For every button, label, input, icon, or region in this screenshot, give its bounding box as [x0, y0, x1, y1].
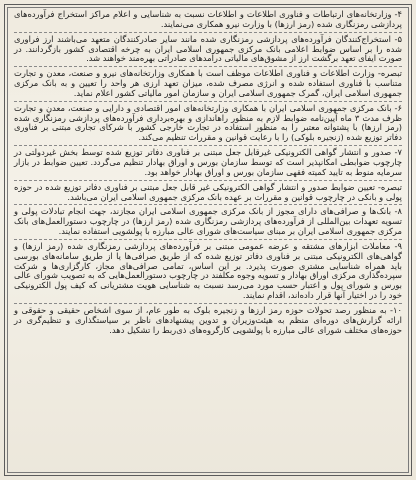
paragraph-5: ۵- استخراج‌کنندگان فرآورده‌های پردازشی رمزنگاری شده مانند سایر صادرکنندگان متعهد می‌باشند ارز فراوری شده را بر اساس ضوابط اعلامی بانک مرکزی جمهوری اسلامی ایران به چرخه اقتصادی کشور بازگردانند. در صورت ایفای تعهد برگشت ارز از مشوق‌های مالیاتی درآمدهای صادراتی بهره‌مند خواهند شد.: [14, 35, 402, 68]
paragraph-7-note: تبصره- تعیین ضوابط صدور و انتشار گواهی الکترونیکی غیر قابل جعل مبتنی بر فناوری دفاتر توزیع شده در حوزه پولی و بانکی در چارچوب قوانین و مقررات بر عهده بانک مرکزی جمهوری اسلامی ایران می‌باشد.: [14, 183, 402, 206]
paragraph-7: ۷- صدور و انتشار گواهی الکترونیکی غیرقابل جعل مبتنی بر فناوری دفاتر توزیع شده توسط بخش غیردولتی در چارچوب ضوابطی امکانپذیر است که توسط سازمان بورس و اوراق بهادار تنظیم می‌گردد. تعیین ضوابط در بازار سرمایه منوط به تایید کمیته فقهی سازمان بورس و اوراق بهادار خواهد بود.: [14, 148, 402, 181]
paragraph-10: ۱۰- به منظور رصد تحولات حوزه رمز ارزها و زنجیره بلوک به طور عام، از سوی اشخاص حقیقی و حقوقی و ارائه گزارش‌های دوره‌ای منظم به هیئت‌وزیران و تدوین پیشنهادهای ناظر بر سیاستگذاری و تنظیم‌گری در حوزه‌های مختلف شورای عالی مبارزه با پولشویی کارگروه‌های ذی‌ربط را تشکیل دهد.: [14, 304, 402, 335]
paragraph-9: ۹- معاملات ابزارهای مشتقه و عرضه عمومی مبتنی بر فرآورده‌های پردازشی رمزنگاری شده (رمز ارزها) و گواهی‌های الکترونیکی مبتنی بر فناوری دفاتر توزیع شده که از طریق صرافی‌ها یا از طریق سامانه‌های بورسی باید همراه شناسایی مشتری صورت پذیرد. بر این اساس، تمامی صرافی‌های مجاز، کارگزاری‌ها و شرکت سپرده‌گذاری مرکزی اوراق بهادار و تسویه وجوه مکلفند در چارچوب دستورالعمل‌هایی که به تصویب شورای عالی بورس و شورای پول و اعتبار حسب مورد می‌رسد نسبت به شناسایی هویت مشتریانی که کیف پول الکترونیکی خود را در اختیار آنها قرار داده‌اند، اقدام نمایند.: [14, 242, 402, 304]
paragraph-6: ۶- بانک مرکزی جمهوری اسلامی ایران با همکاری وزارتخانه‌های امور اقتصادی و دارایی و صنعت، معدن و تجارت ظرف مدت ۳ ماه آیین‌نامه ضوابط لازم به منظور راهاندازی و بهره‌برداری فرآورده‌های پردازشی رمزنگاری شده (رمز ارزها) با پشتوانه معتبر را به منظور استفاده در تجارت خارجی کشور با شرکای تجاری مبتنی بر فناوری دفاتر توزیع شده (زنجیره بلوکی) را با رعایت قوانین و مقررات تنظیم می‌کند.: [14, 104, 402, 146]
document-body: [14, 10, 402, 472]
paragraph-8: ۸- بانک‌ها و صرافی‌های دارای مجوز از بانک مرکزی جمهوری اسلامی ایران مجازند، جهت انجام تبادلات پولی و تسویه تعهدات بین‌المللی از فرآورده‌های پردازشی رمزنگاری شده (رمز ارزها) در چارچوب دستورالعمل‌های بانک مرکزی جمهوری اسلامی ایران بر مبنای سیاست‌های شورای عالی مبارزه با پولشویی استفاده نمایند.: [14, 207, 402, 240]
paragraph-4: ۴- وزارتخانه‌های ارتباطات و فناوری اطلاعات و اطلاعات نسبت به شناسایی و اعلام مراکز استخراج فرآورده‌های پردازشی رمزنگاری شده (رمز ارزها) با وزارت نیرو همکاری می‌نمایند.: [14, 10, 402, 33]
paragraph-5-note: تبصره- وزارت اطلاعات و فناوری اطلاعات موظف است با همکاری وزارتخانه‌های نیرو و صنعت، معدن و تجارت متناسب با فناوری استفاده شده و انرژی مصرف شده، میزان تعهد ارزی هر واحد را تعیین و به بانک مرکزی جمهوری اسلامی ایران، گمرک جمهوری اسلامی ایران و سازمان امور مالیاتی کشور اعلام نماید.: [14, 69, 402, 102]
